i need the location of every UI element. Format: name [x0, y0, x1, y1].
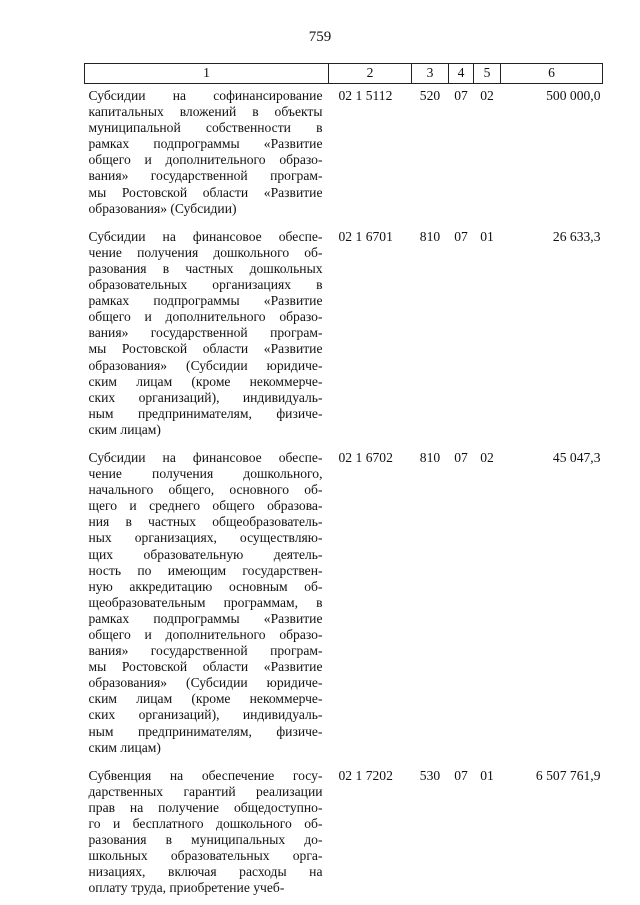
table-header-row: [85, 64, 603, 84]
table-body: [85, 84, 603, 905]
row-amount: 6 507 761,9: [535, 767, 601, 783]
row-code: 02 1 5112: [338, 88, 393, 103]
description-line: мы Ростовской области «Развитие: [88, 184, 323, 200]
description-line: рамках подпрограммы «Развитие: [88, 293, 323, 309]
description-line: ских организаций), индивидуаль-: [88, 707, 323, 723]
description-line: ным предпринимателям, физиче-: [88, 405, 323, 421]
row-section: 07: [454, 88, 468, 103]
description-line: образования» (Субсидии): [88, 200, 237, 216]
table-row: [85, 225, 603, 446]
row-expense-type: 530: [419, 767, 441, 783]
page-number: 759: [308, 29, 332, 45]
column-header-1: 1: [85, 64, 329, 84]
row-amount: 500 000,0: [546, 88, 601, 103]
budget-table: [84, 63, 603, 905]
row-subsection: 01: [480, 767, 494, 783]
description-line: школьных образовательных орга-: [88, 848, 323, 864]
description-line: низациях, включая расходы на: [88, 864, 323, 880]
description-line: чение получения дошкольного об-: [88, 244, 323, 260]
description-line: Субсидии на софинансирование: [88, 88, 323, 103]
row-expense-type: 810: [419, 228, 441, 244]
description-line: дарственных гарантий реализации: [88, 783, 323, 799]
description-line: общего и дополнительного образо-: [88, 627, 323, 642]
description-line: разования в муниципальных до-: [88, 832, 323, 848]
description-line: образования» (Субсидии юридиче-: [88, 675, 323, 691]
description-line: ную аккредитацию основным об-: [88, 578, 323, 594]
row-description: [85, 764, 329, 905]
description-line: Субсидии на финансовое обеспе-: [88, 449, 323, 465]
description-line: вания» государственной програм-: [88, 325, 323, 341]
description-line: капитальных вложений в объекты: [88, 104, 323, 120]
description-line: прав на получение общедоступно-: [88, 799, 323, 815]
row-code: 02 1 6701: [338, 228, 393, 244]
table-row: [85, 764, 603, 905]
description-line: общего и дополнительного образо-: [88, 152, 323, 168]
description-line: вания» государственной програм-: [88, 168, 323, 184]
description-line: го и бесплатного дошкольного об-: [88, 816, 323, 832]
description-line: общего и дополнительного образо-: [88, 309, 323, 325]
description-line: ским лицам (кроме некоммерче-: [88, 373, 323, 389]
row-expense-type: 520: [419, 88, 441, 103]
description-line: ских организаций), индивидуаль-: [88, 389, 323, 405]
description-line: образования» (Субсидии юридиче-: [88, 357, 323, 373]
row-amount: 26 633,3: [552, 228, 601, 244]
description-line: ским лицам (кроме некоммерче-: [88, 691, 323, 707]
row-expense-type: 810: [419, 449, 441, 465]
table-row: [85, 446, 603, 764]
description-line: ных организациях, осуществляю-: [88, 530, 323, 546]
description-line: образовательных организациях в: [88, 277, 323, 293]
description-line: муниципальной собственности в: [88, 120, 323, 136]
description-line: разования в частных дошкольных: [88, 260, 323, 276]
description-line: мы Ростовской области «Развитие: [88, 659, 323, 675]
row-subsection: 02: [480, 88, 494, 103]
description-line: щеобразовательным программам, в: [88, 594, 323, 610]
row-code: 02 1 6702: [338, 449, 393, 465]
description-line: начального общего, основного об-: [88, 482, 323, 498]
row-section: 07: [454, 449, 468, 465]
description-line: Субсидии на финансовое обеспе-: [88, 228, 323, 244]
column-header-5: 5: [474, 64, 501, 84]
row-description: [85, 225, 329, 446]
description-line: ским лицам): [88, 739, 161, 755]
description-line: рамках подпрограммы «Развитие: [88, 136, 323, 152]
description-line: щего и среднего общего образова-: [88, 498, 323, 514]
description-line: вания» государственной програм-: [88, 643, 323, 659]
description-line: оплату труда, приобретение учеб-: [88, 880, 285, 896]
column-header-2: 2: [329, 64, 412, 84]
table-row: [85, 84, 603, 225]
description-line: ным предпринимателям, физиче-: [88, 723, 323, 739]
description-line: мы Ростовской области «Развитие: [88, 341, 323, 357]
description-line: рамках подпрограммы «Развитие: [88, 610, 323, 626]
row-code: 02 1 7202: [338, 767, 393, 783]
description-line: Субвенция на обеспечение госу-: [88, 767, 323, 783]
row-section: 07: [454, 228, 468, 244]
column-header-6: 6: [501, 64, 603, 84]
row-section: 07: [454, 767, 468, 783]
description-line: ским лицам): [88, 421, 161, 437]
row-subsection: 01: [480, 228, 494, 244]
row-subsection: 02: [480, 449, 494, 465]
description-line: чение получения дошкольного,: [88, 466, 323, 482]
column-header-4: 4: [449, 64, 474, 84]
description-line: ность по имеющим государствен-: [88, 562, 323, 578]
row-description: [85, 84, 329, 225]
row-description: [85, 446, 329, 764]
description-line: щих образовательную деятель-: [88, 546, 323, 562]
column-header-3: 3: [412, 64, 449, 84]
row-amount: 45 047,3: [552, 449, 601, 465]
description-line: ния в частных общеобразователь-: [88, 514, 323, 530]
